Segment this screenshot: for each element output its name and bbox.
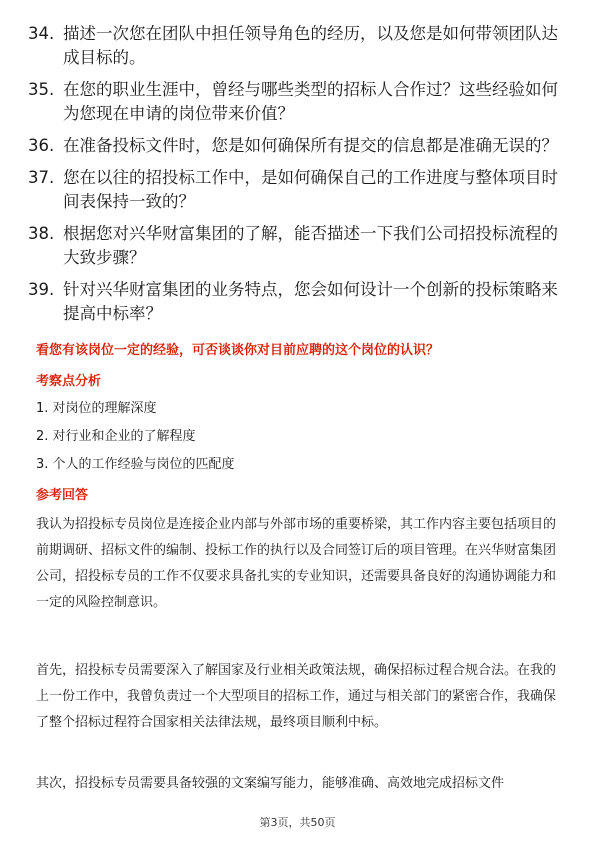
question-item: [28, 278, 573, 326]
question-text: 根据您对兴华财富集团的了解，能否描述一下我们公司招投标流程的大致步骤？: [63, 224, 558, 267]
question-text: 描述一次您在团队中担任领导角色的经历，以及您是如何带领团队达成目标的。: [63, 24, 558, 67]
reference-paragraph: 首先，招投标专员需要深入了解国家及行业相关政策法规，确保招标过程合规合法。在我的上一份工作中，我曾负责过一个大型项目的招标工作，通过与相关部门的紧密合作，我确保了整个招标过程符合国家相关法律法规，最终项目顺利中标。: [36, 663, 557, 730]
analysis-point: 3. 个人的工作经验与岗位的匹配度: [36, 457, 235, 472]
analysis-point: 1. 对岗位的理解深度: [36, 401, 157, 416]
featured-question-heading: 看您有该岗位一定的经验，可否谈谈你对目前应聘的这个岗位的认识？: [36, 343, 440, 358]
question-list: [28, 22, 573, 334]
analysis-point: 2. 对行业和企业的了解程度: [36, 429, 196, 444]
question-item: [28, 22, 573, 70]
reference-paragraph: 我认为招投标专员岗位是连接企业内部与外部市场的重要桥梁，其工作内容主要包括项目的前期调研、招标文件的编制、投标工作的执行以及合同签订后的项目管理。在兴华财富集团公司，招投标专员的工作不仅要求具备扎实的专业知识，还需要具备良好的沟通协调能力和一定的风险控制意识。: [36, 517, 557, 610]
question-text: 您在以往的招投标工作中，是如何确保自己的工作进度与整体项目时间表保持一致的？: [63, 168, 558, 211]
question-text: 在您的职业生涯中，曾经与哪些类型的招标人合作过？这些经验如何为您现在申请的岗位带来价值？: [63, 80, 558, 123]
question-item: [28, 78, 573, 126]
question-number: 37.: [28, 168, 55, 187]
question-number: 34.: [28, 24, 55, 43]
question-number: 36.: [28, 136, 55, 155]
question-number: 38.: [28, 224, 55, 243]
reference-paragraph: 其次，招投标专员需要具备较强的文案编写能力，能够准确、高效地完成招标文件: [36, 776, 505, 791]
question-text: 在准备投标文件时，您是如何确保所有提交的信息都是准确无误的？: [63, 136, 558, 155]
page-footer: 第3页，共50页: [259, 816, 336, 829]
question-number: 35.: [28, 80, 55, 99]
question-number: 39.: [28, 280, 55, 299]
question-item: [28, 222, 573, 270]
question-text: 针对兴华财富集团的业务特点，您会如何设计一个创新的投标策略来提高中标率？: [63, 280, 558, 323]
reference-heading: 参考回答: [36, 488, 89, 503]
question-item: [28, 134, 573, 158]
question-item: [28, 166, 573, 214]
analysis-heading: 考察点分析: [36, 374, 102, 389]
